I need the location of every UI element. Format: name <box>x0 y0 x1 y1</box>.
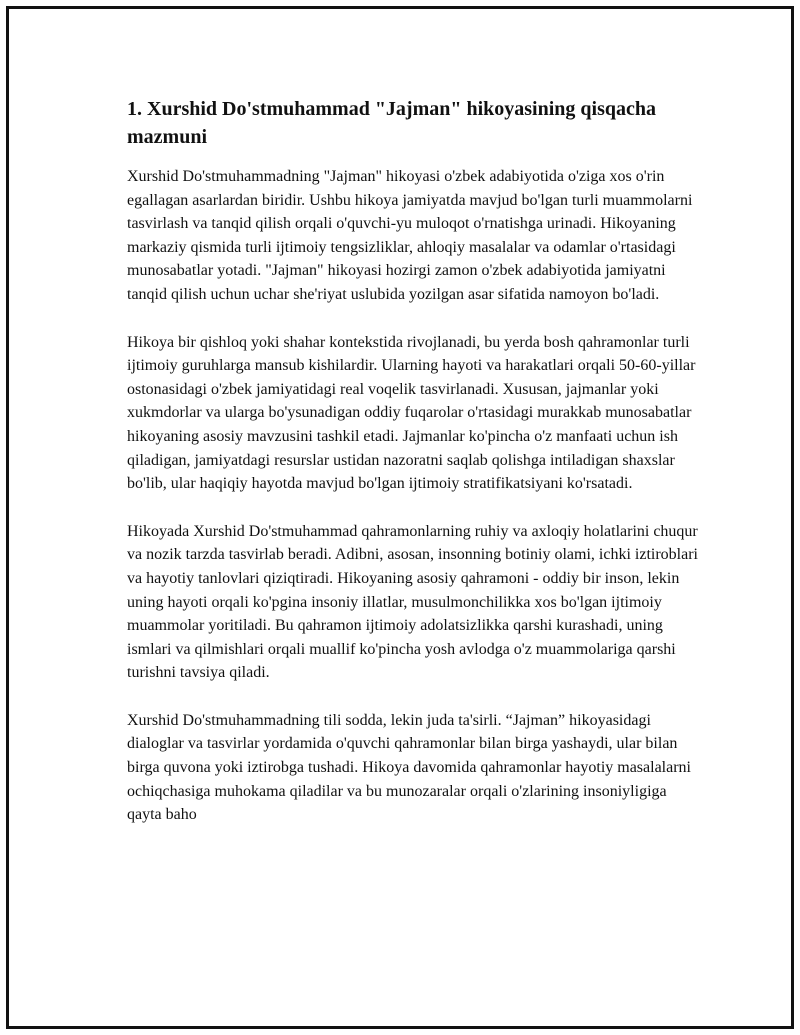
document-content <box>119 95 699 851</box>
paragraph-4: Xurshid Do'stmuhammadning tili sodda, lekin juda ta'sirli. “Jajman” hikoyasidagi dialoglar va tasvirlar yordamida o'quvchi qahramonlar bilan birga yashaydi, ular bilan birga quvona yoki iztirobga tushadi. Hikoya davomida qahramonlar hayotiy masalalarni ochiqchasiga muhokama qiladilar va bu munozaralar orqali o'zlarining insoniyligiga qayta baho <box>127 711 691 824</box>
paragraph-3: Hikoyada Xurshid Do'stmuhammad qahramonlarning ruhiy va axloqiy holatlarini chuqur va nozik tarzda tasvirlab beradi. Adibni, asosan, insonning botiniy olami, ichki iztiroblari va hayotiy tanlovlari qiziqtiradi. Hikoyaning asosiy qahramoni - oddiy bir inson, lekin uning hayoti orqali ko'pgina insoniy illatlar, musulmonchilikka xos bo'lgan ijtimoiy muammolar yoritiladi. Bu qahramon ijtimoiy adolatsizlikka qarshi kurashadi, uning ismlari va qilmishlari orqali muallif ko'pincha yosh avlodga o'z muammolariga qarshi turishni tavsiya qiladi. <box>127 522 698 682</box>
document-page <box>6 6 794 1029</box>
document-title: 1. Xurshid Do'stmuhammad "Jajman" hikoyasining qisqacha mazmuni <box>127 98 657 148</box>
paragraph-2: Hikoya bir qishloq yoki shahar kontekstida rivojlanadi, bu yerda bosh qahramonlar turli ijtimoiy guruhlarga mansub kishilardir. Ularning hayoti va harakatlari orqali 50-60-yillar ostonasidagi o'zbek jamiyatidagi real voqelik tasvirlanadi. Xususan, jajmanlar yoki xukmdorlar va ularga bo'ysunadigan oddiy fuqarolar o'rtasidagi murakkab munosabatlar hikoyaning asosiy mavzusini tashkil etadi. Jajmanlar ko'pincha o'z manfaati uchun ish qiladigan, jamiyatdagi resurslar ustidan nazoratni saqlab qolishga intiladigan shaxslar bo'lib, ular haqiqiy hayotda mavjud bo'lgan ijtimoiy stratifikatsiyani ko'rsatadi. <box>127 333 696 493</box>
paragraph-1: Xurshid Do'stmuhammadning "Jajman" hikoyasi o'zbek adabiyotida o'ziga xos o'rin egallagan asarlardan biridir. Ushbu hikoya jamiyatda mavjud bo'lgan turli muammolarni tasvirlash va tanqid qilish orqali o'quvchi-yu muloqot o'rnatishga urinadi. Hikoyaning markaziy qismida turli ijtimoiy tengsizliklar, ahloqiy masalalar va odamlar o'rtasidagi munosabatlar yotadi. "Jajman" hikoyasi hozirgi zamon o'zbek adabiyotida jamiyatni tanqid qilish uchun uchar she'riyat uslubida yozilgan asar sifatida namoyon bo'ladi. <box>127 168 693 303</box>
